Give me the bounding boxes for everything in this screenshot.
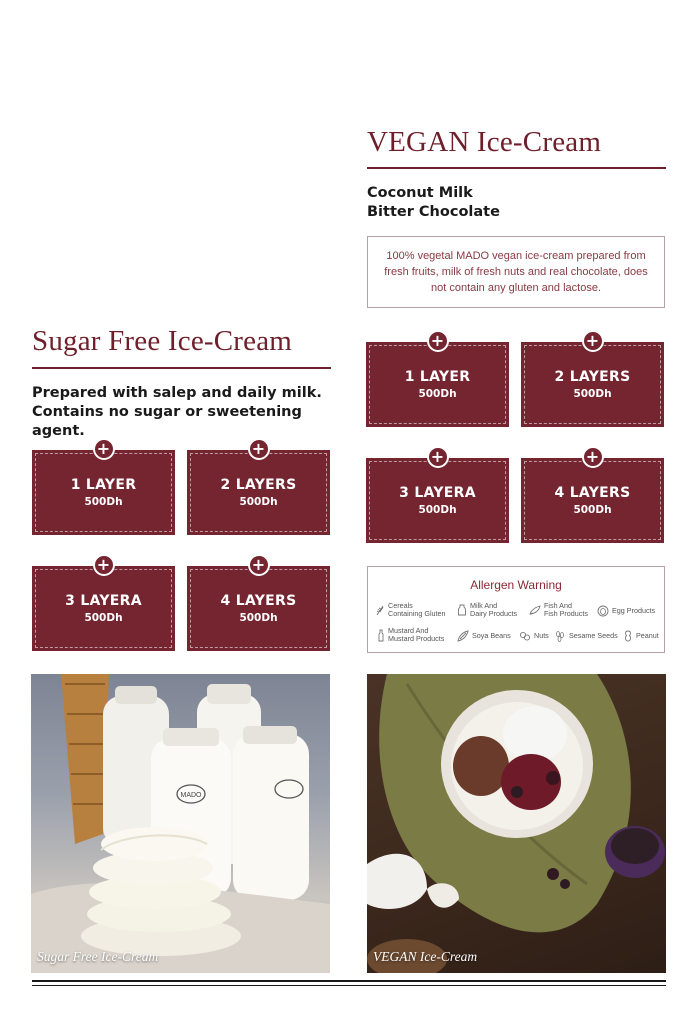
allergen-warning-box bbox=[367, 566, 665, 653]
layer-price: 500Dh bbox=[418, 388, 457, 400]
allergen-egg bbox=[597, 605, 655, 617]
peanut-icon bbox=[623, 630, 633, 642]
plus-icon[interactable]: + bbox=[248, 438, 270, 460]
allergen-label: Fish And bbox=[544, 601, 572, 610]
layer-name: 4 LAYERS bbox=[554, 485, 631, 501]
vegan-description: 100% vegetal MADO vegan ice-cream prepared from fresh fruits, milk of fresh nuts and real chocolate, does not contain any gluten and lactose. bbox=[384, 250, 648, 294]
layer-name: 1 LAYER bbox=[404, 369, 471, 385]
plus-icon[interactable]: + bbox=[427, 330, 449, 352]
egg-icon bbox=[597, 605, 609, 617]
allergen-fish bbox=[529, 602, 588, 618]
fish-icon bbox=[529, 604, 541, 616]
layer-price: 500Dh bbox=[418, 504, 457, 516]
vegan-photo-caption: VEGAN Ice-Cream bbox=[373, 949, 478, 964]
vegan-layer-card-3[interactable] bbox=[366, 447, 509, 543]
sugar-free-layer-card-2[interactable] bbox=[187, 439, 330, 535]
sugar-free-photo bbox=[31, 674, 330, 973]
sugar-free-layer-card-4[interactable] bbox=[187, 555, 330, 651]
vegan-layer-card-1[interactable] bbox=[366, 331, 509, 427]
sugar-free-photo-illustration bbox=[31, 674, 330, 973]
bottom-divider-thick bbox=[32, 980, 666, 982]
sugar-free-title-rule bbox=[32, 367, 331, 369]
allergen-label: Cereals bbox=[388, 601, 413, 610]
layer-price: 500Dh bbox=[84, 496, 123, 508]
allergen-title: Allergen Warning bbox=[470, 578, 562, 592]
layer-name: 4 LAYERS bbox=[220, 593, 297, 609]
plus-icon[interactable]: + bbox=[582, 330, 604, 352]
allergen-label: Sesame Seeds bbox=[569, 631, 618, 640]
layer-name: 2 LAYERS bbox=[220, 477, 297, 493]
layer-name: 2 LAYERS bbox=[554, 369, 631, 385]
plus-icon[interactable]: + bbox=[582, 446, 604, 468]
vegan-subtitle-line2: Bitter Chocolate bbox=[367, 204, 500, 220]
layer-price: 500Dh bbox=[239, 612, 278, 624]
bottle-label-text: MADO bbox=[180, 792, 202, 799]
layer-name: 3 LAYERA bbox=[399, 485, 476, 501]
allergen-milk bbox=[457, 602, 517, 618]
vegan-layer-card-2[interactable] bbox=[521, 331, 664, 427]
vegan-title: VEGAN Ice-Cream bbox=[367, 126, 602, 158]
sugar-free-subtitle: Prepared with salep and daily milk. Contains no sugar or sweetening agent. bbox=[32, 385, 322, 439]
allergen-label: Soya Beans bbox=[472, 631, 511, 640]
allergen-label: Containing Gluten bbox=[388, 609, 446, 618]
layer-price: 500Dh bbox=[239, 496, 278, 508]
plus-icon[interactable]: + bbox=[427, 446, 449, 468]
allergen-label: Nuts bbox=[534, 631, 549, 640]
vegan-subtitle-line1: Coconut Milk bbox=[367, 185, 473, 201]
allergen-peanut bbox=[623, 630, 659, 642]
allergen-label: Peanut bbox=[636, 631, 659, 640]
layer-name: 1 LAYER bbox=[70, 477, 137, 493]
allergen-sesame bbox=[554, 630, 618, 642]
layer-price: 500Dh bbox=[573, 388, 612, 400]
wheat-icon bbox=[375, 604, 385, 616]
sugar-free-title: Sugar Free Ice-Cream bbox=[32, 325, 293, 357]
bottom-divider-thin bbox=[32, 985, 666, 986]
allergen-label: Fish Products bbox=[544, 609, 588, 618]
plus-icon[interactable]: + bbox=[93, 554, 115, 576]
allergen-cereals bbox=[375, 602, 446, 618]
allergen-label: Mustard And bbox=[388, 626, 429, 635]
allergen-mustard bbox=[377, 627, 444, 643]
sesame-icon bbox=[554, 630, 566, 642]
allergen-label: Mustard Products bbox=[388, 634, 445, 643]
vegan-photo-illustration bbox=[367, 674, 666, 973]
allergen-label: Egg Products bbox=[612, 606, 656, 615]
allergen-soya bbox=[457, 630, 511, 642]
allergen-label: Milk And bbox=[470, 601, 498, 610]
allergen-nuts bbox=[519, 630, 549, 642]
milk-icon bbox=[457, 604, 467, 616]
vegan-subtitle bbox=[367, 184, 667, 222]
sugar-free-layer-card-1[interactable] bbox=[32, 439, 175, 535]
allergen-label: Dairy Products bbox=[470, 609, 518, 618]
soya-icon bbox=[457, 630, 469, 642]
layer-price: 500Dh bbox=[84, 612, 123, 624]
mustard-icon bbox=[377, 629, 385, 642]
layer-name: 3 LAYERA bbox=[65, 593, 142, 609]
plus-icon[interactable]: + bbox=[93, 438, 115, 460]
vegan-title-rule bbox=[367, 167, 666, 169]
nuts-icon bbox=[519, 630, 531, 642]
vegan-layer-card-4[interactable] bbox=[521, 447, 664, 543]
vegan-description-box bbox=[367, 236, 665, 308]
sugar-free-layer-card-3[interactable] bbox=[32, 555, 175, 651]
layer-price: 500Dh bbox=[573, 504, 612, 516]
plus-icon[interactable]: + bbox=[248, 554, 270, 576]
vegan-photo bbox=[367, 674, 666, 973]
sugar-free-photo-caption: Sugar Free Ice-Cream bbox=[37, 949, 159, 964]
